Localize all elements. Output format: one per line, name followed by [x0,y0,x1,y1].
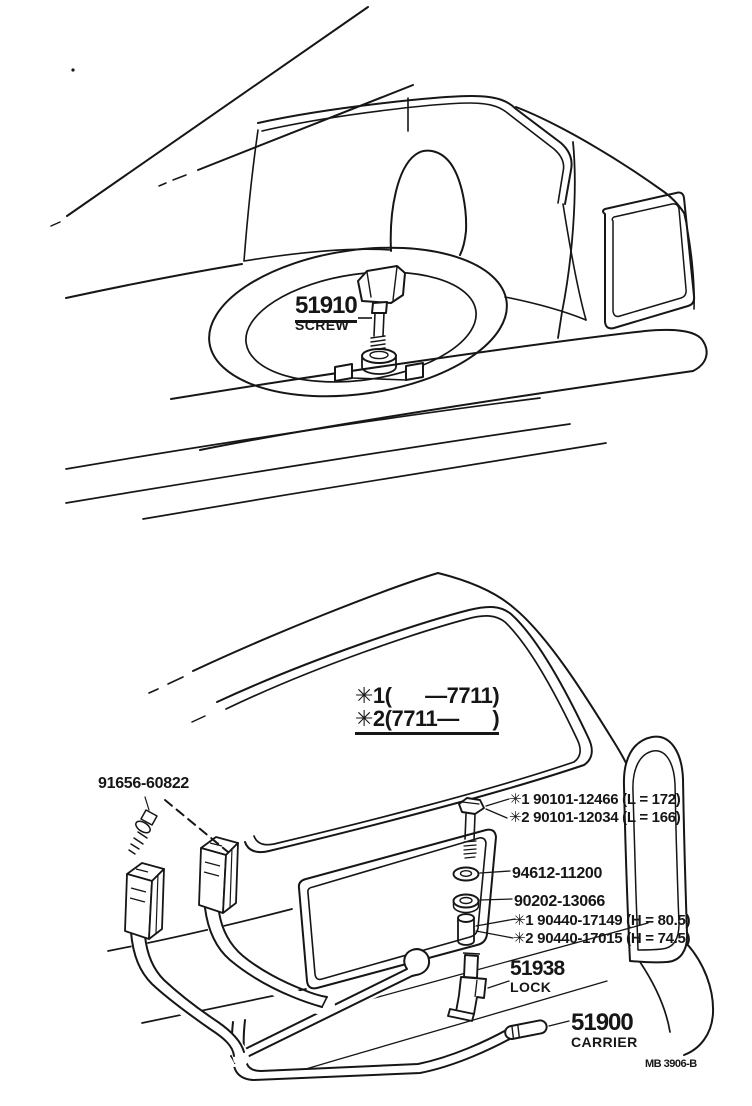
screw-part-name: SCREW [295,317,350,334]
clip-dashed-leader [165,800,228,852]
lock-part-number: 51938 [510,957,565,980]
applicability-note [355,684,499,735]
lock-part-label [510,958,564,995]
bolt-head [459,798,484,814]
hardware-stack-drawing [454,798,485,945]
collar [458,914,474,922]
bolt-part-label [509,791,680,827]
speck [71,68,74,71]
screw-part-number: 51910 [295,292,357,323]
clip-part-label: 91656-60822 [98,775,190,792]
collar-variant-2: ✳2 90440-17015 (H = 74.5) [513,930,691,947]
screw-part-label [295,293,357,333]
plate-washer-label: 94612-11200 [512,865,603,882]
carrier-part-label [571,1010,638,1050]
carrier-end-grip [504,1019,548,1040]
note-line-1: ✳1( —7711) [355,683,500,708]
note-line-2: ✳2(7711— ) [355,707,499,735]
washer-label: 90202-13066 [514,893,606,910]
trunk-panel-inner [308,838,486,980]
lock-part-name: LOCK [510,979,552,996]
clip-part-drawing [129,797,157,854]
collar-part-label [513,912,690,948]
lock-part-drawing [448,953,486,1021]
trunk-interior-illustration [51,7,707,519]
bolt-variant-1: ✳1 90101-12466 (L = 172) [509,791,681,808]
collar-variant-1: ✳1 90440-17149 (H = 80.5) [513,912,691,929]
carrier-frame-drawing [232,1019,548,1081]
bolt-variant-2: ✳2 90101-12034 (L = 166) [509,809,681,826]
tail-panel-inner [612,204,686,317]
carrier-part-number: 51900 [571,1009,633,1036]
figure-code: MB 3906-B [645,1058,697,1070]
carrier-part-name: CARRIER [571,1034,638,1051]
